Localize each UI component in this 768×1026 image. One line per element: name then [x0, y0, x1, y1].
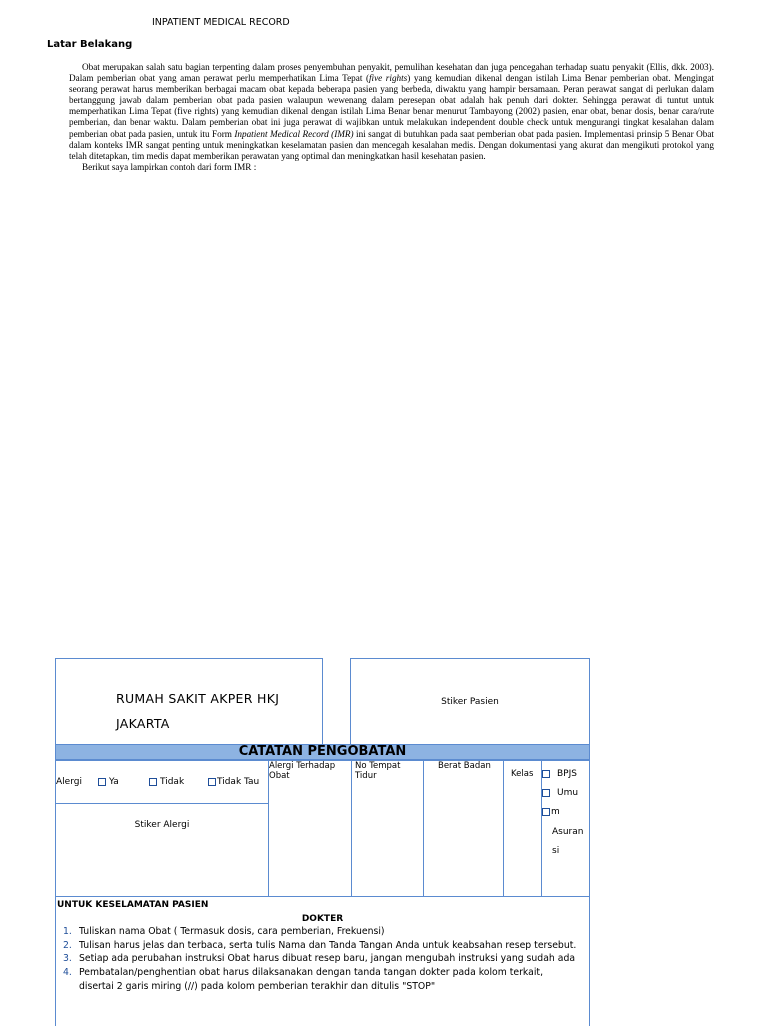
class-umum-option-wrap: m: [542, 803, 590, 822]
safety-heading: UNTUK KESELAMATAN PASIEN: [57, 900, 209, 910]
checkbox-icon[interactable]: [208, 778, 216, 786]
allergy-label: Alergi: [56, 777, 82, 787]
allergy-no-option[interactable]: Tidak: [149, 777, 184, 787]
bed-number-header: No Tempat Tidur: [355, 761, 401, 781]
class-asuransi-option-wrap: si: [552, 845, 560, 856]
class-bpjs-option[interactable]: BPJS: [542, 765, 590, 784]
checkbox-icon[interactable]: [542, 808, 550, 816]
background-text: [69, 62, 714, 173]
patient-safety-box: [55, 896, 590, 1026]
grid-divider: [423, 761, 424, 896]
allergy-yes-option[interactable]: Ya: [98, 777, 119, 787]
checkbox-icon[interactable]: [542, 789, 550, 797]
allergy-sticker-label: Stiker Alergi: [134, 820, 190, 830]
class-asuransi-option[interactable]: Asuran: [552, 826, 584, 837]
grid-divider: [268, 761, 269, 896]
doctor-rules-list: [63, 927, 583, 998]
class-header: Kelas: [511, 769, 534, 779]
paragraph-1: Obat merupakan salah satu bagian terpenting dalam proses penyembuhan penyakit, pemulihan kesehatan dan juga pencegahan terhadap suatu penyakit (Ellis, dkk. 2003). Dalam pemberian obat yang aman perawat perlu memperhatikan Lima Tepat (five rights) yang kemudian dikenal dengan istilah Lima Benar pemberian obat. Mengingat seorang perawat harus memberikan berbagai macam obat kepada beberapa pasien yang berbeda, diwaktu yang hampir bersamaan. Peran perawat sangat di perlukan dalam bertanggung jawab dalam pemberian obat pada pasien walaupun wewenang dalam peresepan obat adalah hak penuh dari dokter. Sehingga perawat di tuntut untuk memperhatikan Lima Tepat (five rights) yang kemudian dikenal dengan istilah Lima Benar benar menurut Tambayong (2002) pasien, enar obat, benar dosis, benar cara/rute pemberian, dan benar waktu. Dalam pemberian obat ini juga perawat di wajibkan untuk melakukan independent double check untuk mengurangi tingkat kesalahan dalam pemberian obat pada pasien, untuk itu Form Inpatient Medical Record (IMR) ini sangat di butuhkan pada saat pemberian obat pada pasien. Implementasi prinsip 5 Benar Obat dalam konteks IMR sangat penting untuk meningkatkan keselamatan pasien dan mencegah kesalahan medis. Dengan dokumentasi yang akurat dan mengikuti protokol yang telah ditetapkan, tim medis dapat memberikan perawatan yang optimal dan meningkatkan hasil kesehatan pasien.: [69, 62, 714, 161]
drug-allergy-header: Alergi Terhadap Obat: [269, 761, 336, 781]
list-item: 1. Tuliskan nama Obat ( Termasuk dosis, cara pemberian, Frekuensi): [63, 926, 385, 937]
list-item: 3. Setiap ada perubahan instruksi Obat harus dibuat resep baru, jangan mengubah instruksi yang sudah ada: [63, 953, 576, 964]
checkbox-icon[interactable]: [542, 770, 550, 778]
document-title: INPATIENT MEDICAL RECORD: [152, 17, 290, 28]
grid-divider: [351, 761, 352, 896]
allergy-unknown-option[interactable]: Tidak Tau: [208, 777, 259, 787]
form-title: CATATAN PENGOBATAN: [55, 744, 590, 760]
list-item: 2. Tulisan harus jelas dan terbaca, serta tulis Nama dan Tanda Tangan Anda untuk keabsahan resep tersebut.: [63, 939, 577, 951]
weight-header: Berat Badan: [438, 761, 491, 771]
section-heading: Latar Belakang: [47, 39, 133, 50]
grid-divider: [56, 803, 268, 804]
checkbox-icon[interactable]: [149, 778, 157, 786]
doctor-heading: DOKTER: [301, 914, 344, 924]
hospital-header-box: [55, 658, 323, 745]
list-item: 4. Pembatalan/penghentian obat harus dilaksanakan dengan tanda tangan dokter pada kolom terkait, disertai 2 garis miring (//) pada kolom pemberian terakhir dan ditulis "STOP": [63, 966, 544, 992]
class-umum-option[interactable]: Umu: [542, 784, 590, 803]
patient-sticker-label: Stiker Pasien: [441, 697, 499, 707]
paragraph-2: Berikut saya lampirkan contoh dari form IMR :: [82, 161, 257, 172]
class-options: [542, 765, 590, 861]
patient-sticker-box: [350, 658, 590, 745]
grid-divider: [503, 761, 504, 896]
patient-info-grid: [55, 760, 590, 897]
checkbox-icon[interactable]: [98, 778, 106, 786]
hospital-name: RUMAH SAKIT AKPER HKJ JAKARTA: [116, 691, 280, 731]
